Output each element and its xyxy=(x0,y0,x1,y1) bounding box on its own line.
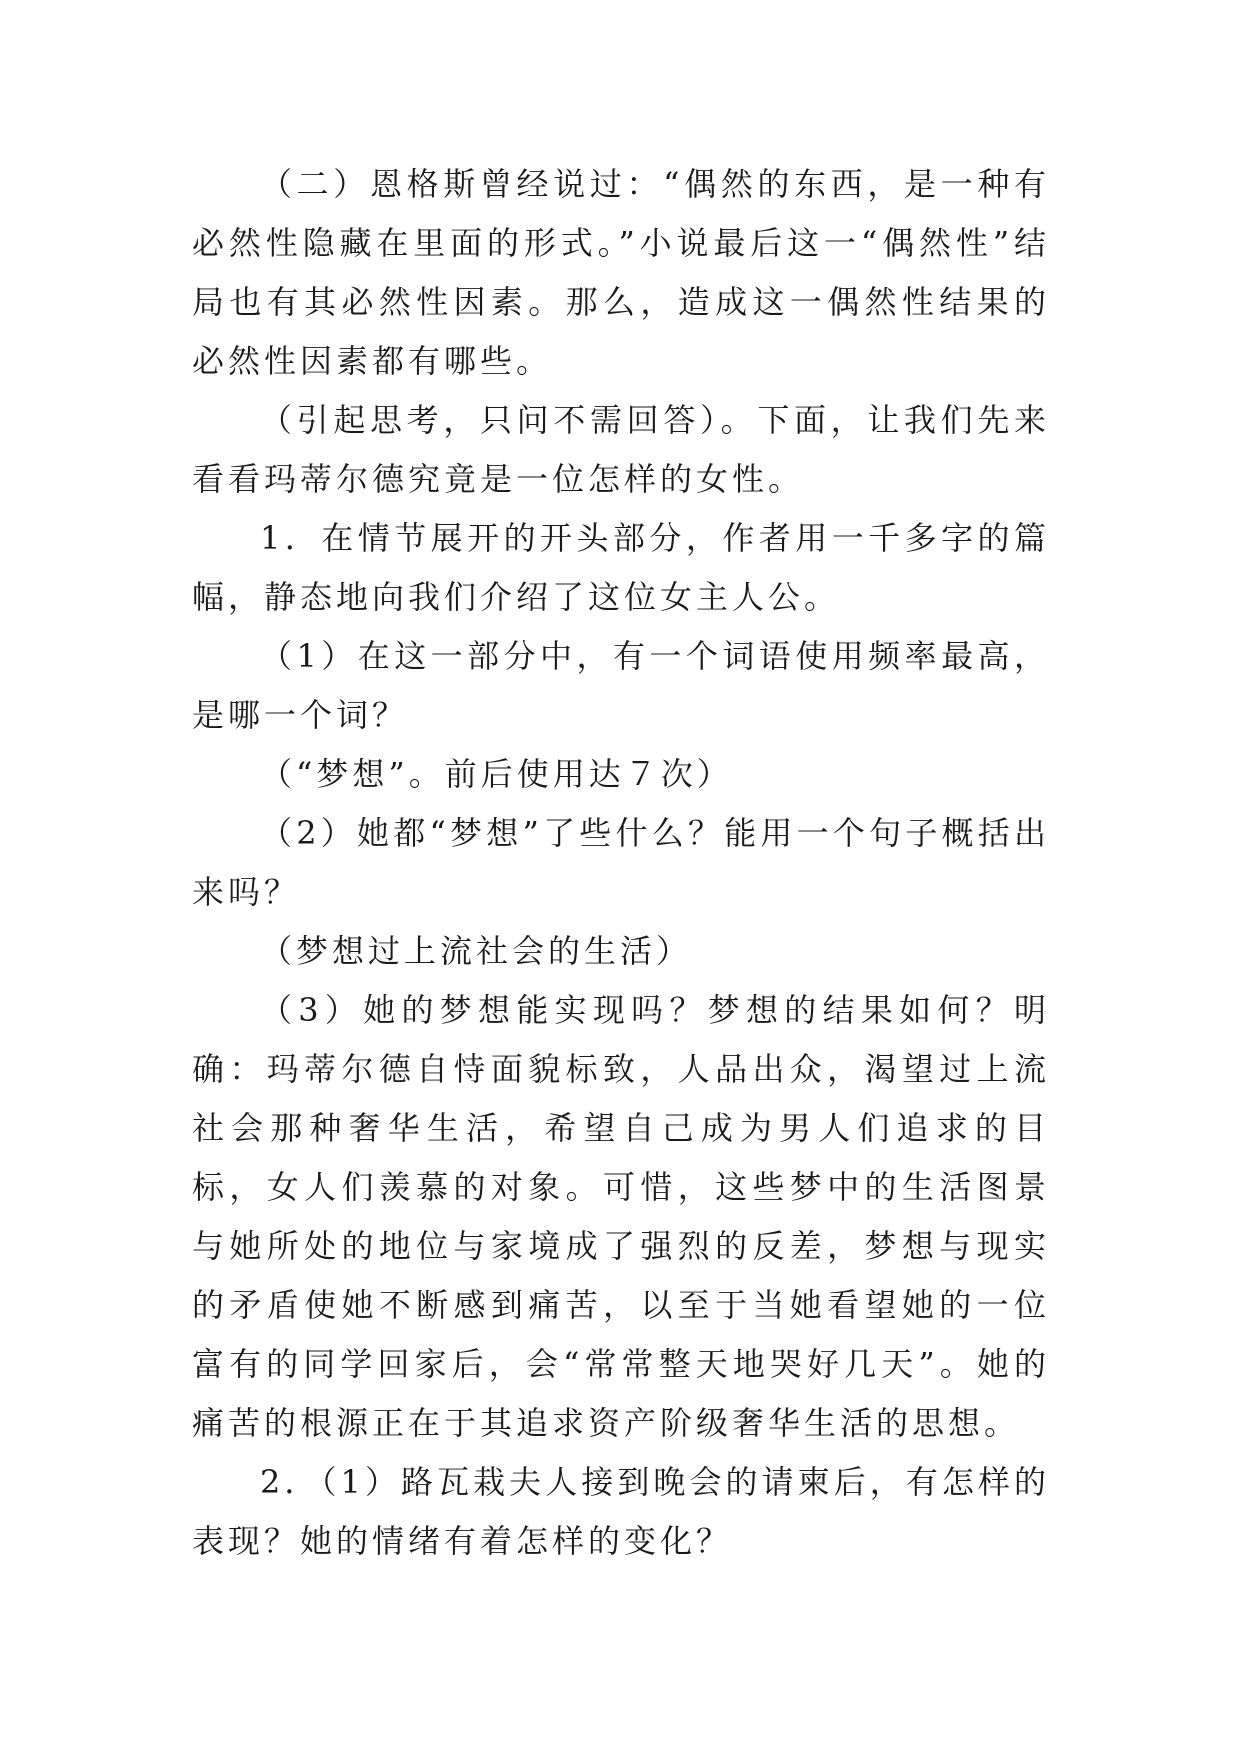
paragraph-question-1: （1）在这一部分中，有一个词语使用频率最高，是哪一个词？ xyxy=(192,637,1050,734)
paragraph-question-2: （2）她都“梦想”了些什么？能用一个句子概括出来吗？ xyxy=(192,814,1050,911)
paragraph-section-2: 2．（1）路瓦栽夫人接到晚会的请柬后，有怎样的表现？她的情绪有着怎样的变化？ xyxy=(192,1463,1050,1560)
paragraph-engels-quote: （二）恩格斯曾经说过：“偶然的东西，是一种有必然性隐藏在里面的形式。”小说最后这一“偶然性”结局也有其必然性因素。那么，造成这一偶然性结果的必然性因素都有哪些。 xyxy=(192,165,1050,380)
paragraph-question-3: （3）她的梦想能实现吗？梦想的结果如何？明确：玛蒂尔德自恃面貌标致，人品出众，渴望过上流社会那种奢华生活，希望自己成为男人们追求的目标，女人们羡慕的对象。可惜，这些梦中的生活图景与她所处的地位与家境成了强烈的反差，梦想与现实的矛盾使她不断感到痛苦，以至于当她看望她的一位富有的同学回家后，会“常常整天地哭好几天”。她的痛苦的根源正在于其追求资产阶级奢华生活的思想。 xyxy=(192,991,1050,1442)
paragraph-answer-2: （梦想过上流社会的生活） xyxy=(260,932,693,970)
paragraph-section-1: 1．在情节展开的开头部分，作者用一千多字的篇幅，静态地向我们介绍了这位女主人公。 xyxy=(192,519,1050,616)
paragraph-answer-1: （“梦想”。前后使用达７次） xyxy=(260,755,733,793)
paragraph-think-prompt: （引起思考，只问不需回答）。下面，让我们先来看看玛蒂尔德究竟是一位怎样的女性。 xyxy=(192,401,1050,498)
document-body xyxy=(192,155,1050,1571)
